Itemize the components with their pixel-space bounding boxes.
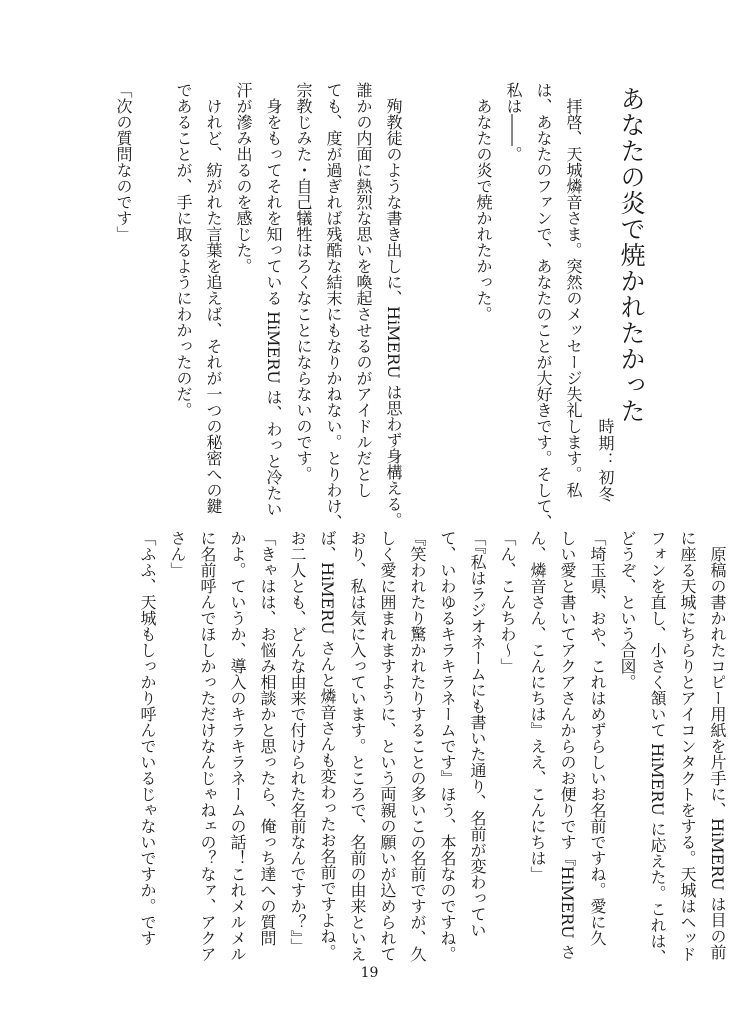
text-line: どうぞ、という合図。 (618, 530, 637, 690)
lower-text-block (132, 530, 732, 965)
text-line: フォンを直し、小さく頷いて HiMERU に応えた。これは、 (648, 530, 667, 965)
text-line: けれど、紡がれた言葉を追えば、それが一つの秘密への鍵 (204, 82, 223, 514)
blank-line (438, 82, 468, 502)
text-line: 「『私はラジオネームにも書いた通り、名前が変わってい (468, 530, 487, 938)
text-line: 汗が滲み出るのを感じた。 (234, 82, 253, 274)
text-line: かよ。ていうか、導入のキラキラネームの話！これメルメル (228, 530, 247, 962)
text-line: 誰かの内面に熱烈な思いを喚起させるのがアイドルだとし (354, 82, 373, 498)
text-line: て、いわゆるキラキラネームです』ほう、本名なのですね。 (438, 530, 457, 962)
text-line: 拝啓、天城燐音さま。突然のメッセージ失礼します。私 (564, 82, 583, 498)
text-line: 宗教じみた・自己犠牲はろくなことにならないのです。 (294, 82, 313, 482)
text-line: に座る天城にちらりとアイコンタクトをする。天城はヘッド (678, 530, 697, 962)
text-line: 「ふふ、天城もしっかり呼んでいるじゃないですか。です (138, 530, 157, 946)
text-line: 身をもってそれを知っている HiMERU は、わっと冷たい (264, 82, 283, 517)
text-line: おり、私は気に入っています。ところで、名前の由来といえ (348, 530, 367, 962)
text-line: 殉教徒のような書き出しに、HiMERU は思わず身構える。 (384, 82, 403, 528)
page-number: 19 (360, 965, 379, 981)
blank-line (138, 82, 168, 502)
text-line: であることが、手に取るようにわかったのだ。 (174, 82, 193, 418)
text-line: 私は――。 (504, 82, 523, 162)
blank-line (408, 82, 438, 502)
text-line: ても、度が過ぎれば残酷な結末にもなりかねない。とりわけ、 (324, 82, 343, 530)
text-line: は、あなたのファンで、あなたのことが大好きです。そして、 (534, 82, 553, 530)
text-line: 「次の質問なのです」 (114, 82, 133, 242)
text-line: しい愛と書いてアクアさんからのお便りです『HiMERU さ (558, 530, 577, 960)
text-line: 原稿の書かれたコピー用紙を片手に、HiMERU は目の前 (708, 530, 727, 960)
text-line: しく愛に囲まれますように、という両親の願いが込められて (378, 530, 397, 962)
upper-text-block (108, 82, 588, 530)
text-line: 「埼玉県、おや、これはめずらしいお名前ですね。愛に久 (588, 530, 607, 946)
text-line: ん、燐音さん、こんにちは』ええ、こんにちは」 (528, 530, 547, 882)
time-period-label: 時期：初冬 (596, 418, 615, 503)
text-line: に名前呼んでほしかっただけなんじゃねェの？なァ、アクア (198, 530, 217, 962)
text-line: あなたの炎で焼かれたかった。 (474, 82, 493, 322)
text-line: さん」 (168, 530, 187, 578)
text-line: 「きゃはは、お悩み相談かと思ったら、俺っち達への質問 (258, 530, 277, 946)
text-line: 「ん、こんちわ～」 (498, 530, 517, 674)
text-line: ば、HiMERU さんと燐音さんも変わったお名前ですよね。 (318, 530, 337, 960)
text-line: 『笑われたり驚かれたりすることの多いこの名前ですが、久 (408, 530, 427, 962)
text-line: お二人とも、どんな由来で付けられた名前なんですか？』」 (288, 530, 307, 954)
chapter-title: あなたの炎で焼かれたかった (617, 86, 646, 424)
